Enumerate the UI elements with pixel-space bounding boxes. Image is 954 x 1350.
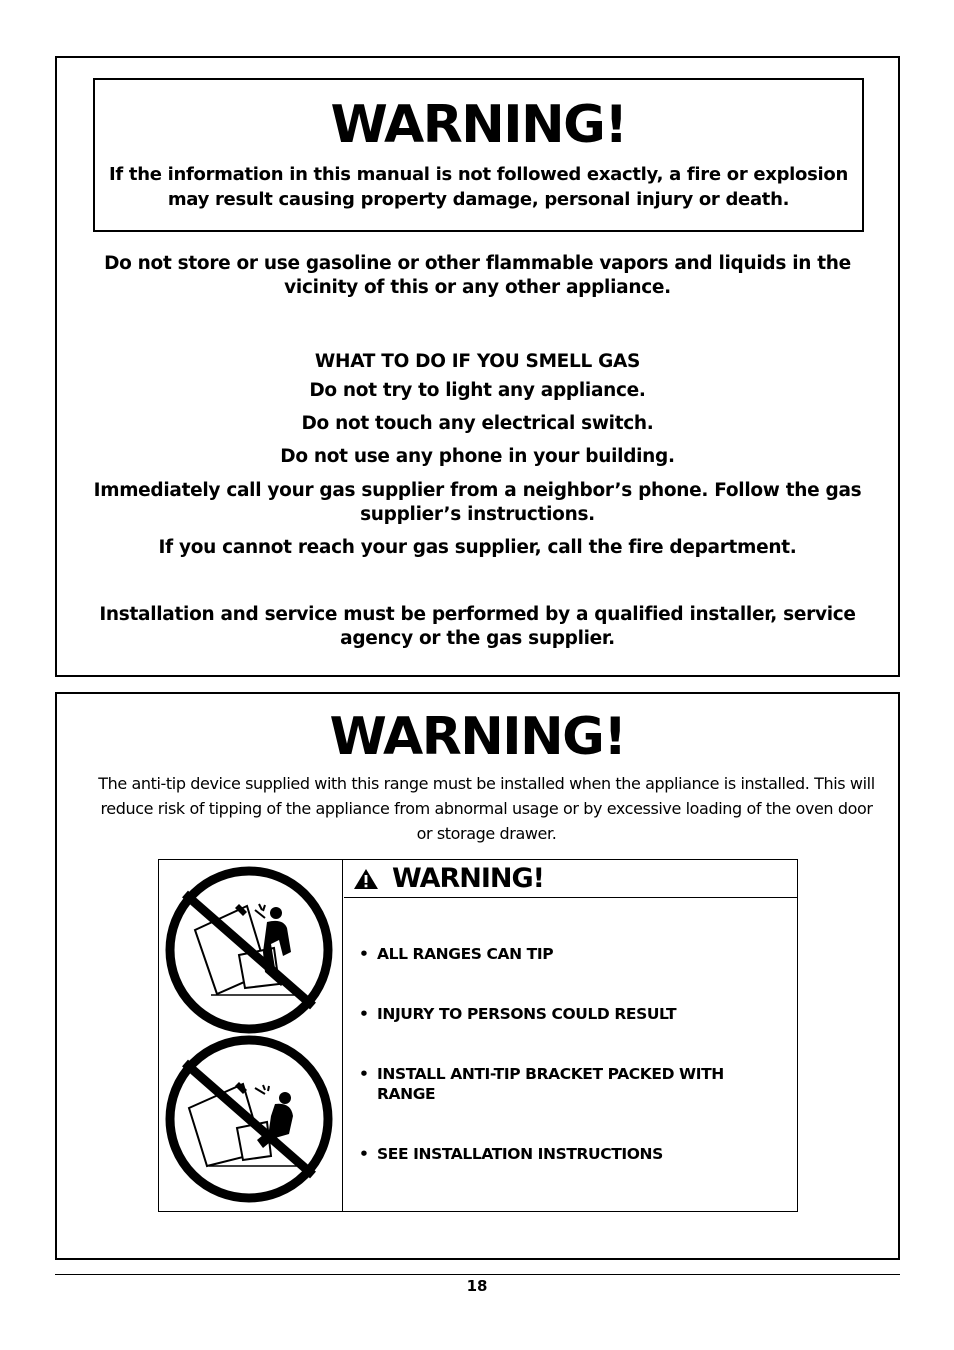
anti-tip-intro-text: The anti-tip device supplied with this range must be installed when the appliance is installed. This will reduce risk of tipping of the appliance from abnormal usage or by excessive loading of the oven door or storage drawer. [98,774,875,843]
bullet: • [359,1145,369,1163]
gas-step-4: Immediately call your gas supplier from a neighbor’s phone. Follow the gas supplier’s instructions. [93,480,862,525]
no-tipping-pictogram [159,860,341,1210]
tip-over-pictograms [159,860,343,1211]
gas-step-2: Do not touch any electrical switch. [301,413,654,434]
service-notice: Installation and service must be performed by a qualified installer, service agency or the gas supplier. [99,604,856,649]
gas-step-5: If you cannot reach your gas supplier, call the fire department. [158,537,797,558]
anti-tip-warning-box [55,692,900,1260]
warning-triangle-icon [352,867,380,891]
label-item [359,944,759,964]
label-item-text: SEE INSTALLATION INSTRUCTIONS [377,1145,663,1163]
gas-step-3: Do not use any phone in your building. [280,446,675,467]
fire-explosion-warning-text: If the information in this manual is not followed exactly, a fire or explosion may result causing property damage, personal injury or death. [109,164,848,210]
label-header [344,860,797,898]
anti-tip-label [158,859,798,1212]
bullet: • [359,1005,369,1023]
gas-warning-box [55,56,900,677]
range-tipping-child-icon [170,1040,328,1198]
range-tipping-person-icon [170,871,328,1029]
label-item [359,1144,759,1164]
footer-divider [55,1274,900,1275]
label-item [359,1064,759,1104]
warning-title: WARNING! [330,95,627,155]
label-item [359,1004,759,1024]
label-title: WARNING! [392,863,544,894]
gas-step-1: Do not try to light any appliance. [309,380,646,401]
fire-explosion-warning-box [93,78,864,232]
label-item-text: ALL RANGES CAN TIP [377,945,554,963]
page-number: 18 [466,1277,488,1295]
label-item-text: INSTALL ANTI-TIP BRACKET PACKED WITH RANGE [377,1065,724,1103]
label-item-text: INJURY TO PERSONS COULD RESULT [377,1005,677,1023]
bullet: • [359,1065,369,1083]
gas-smell-heading: WHAT TO DO IF YOU SMELL GAS [314,351,641,372]
bullet: • [359,945,369,963]
storage-notice: Do not store or use gasoline or other flammable vapors and liquids in the vicinity of this or any other appliance. [104,253,851,298]
warning-title: WARNING! [329,707,626,767]
